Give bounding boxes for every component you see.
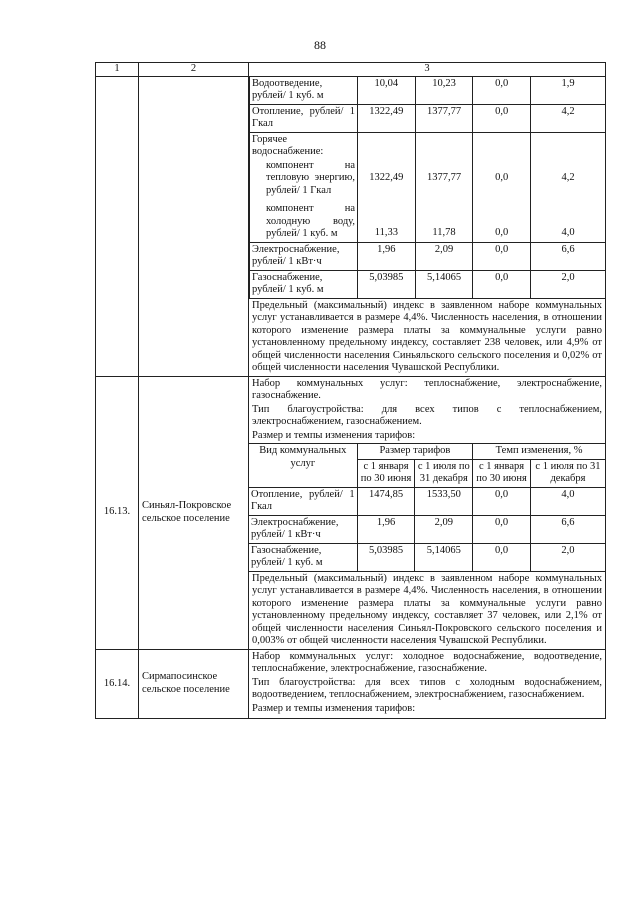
header-period-4: с 1 июля по 31 декабря — [530, 459, 605, 487]
header-period-2: с 1 июля по 31 декабря — [415, 459, 473, 487]
hot-water-cold-label: компонент на холодную воду, рублей/ 1 куб. м — [266, 203, 355, 239]
tariff-table — [249, 443, 605, 572]
tariff-h2: 10,23 — [415, 77, 473, 105]
tariff-row — [250, 270, 606, 298]
tariff-h2: 5,14065 — [415, 543, 473, 571]
tariff-h1: 11,33 — [374, 227, 398, 238]
tariff-h1: 1322,49 — [369, 171, 404, 183]
tariff-h2: 1377,77 — [426, 171, 462, 183]
settlement-name: Сирмапосинское сельское поселение — [139, 649, 249, 719]
header-tariff-size: Размер тарифов — [357, 444, 473, 460]
tariff-header-row — [249, 444, 605, 460]
municipal-tariff-table — [95, 62, 606, 719]
service-label: Отопление, рублей/ 1 Гкал — [250, 104, 358, 132]
rate-h2: 4,0 — [530, 487, 605, 515]
rate-h2: 2,0 — [531, 270, 605, 298]
settlement-row — [96, 376, 606, 649]
rate-h1: 0,0 — [473, 270, 531, 298]
tariff-h1: 5,03985 — [358, 270, 416, 298]
tariff-h1: 1,96 — [357, 515, 415, 543]
row-number: 16.13. — [96, 376, 139, 649]
rate-h1: 0,0 — [473, 104, 531, 132]
tariff-h2: 1377,77 — [415, 104, 473, 132]
continued-tariff-table — [249, 77, 605, 299]
tariff-row — [249, 515, 605, 543]
service-label: Газоснабжение, рублей/ 1 куб. м — [250, 270, 358, 298]
column-number-1: 1 — [96, 63, 139, 77]
limit-index-note: Предельный (максимальный) индекс в заявленном наборе коммунальных услуг устанавливается в размере 4,4%. Численность населения, в отношении которого изменение размера платы за коммунальные услуги равно установленному предельному индексу, составляет 37 человек, или 2,1% от общей численности населения Синьял-Покровского сельского поселения и 0,003% от общей численности населения Чувашской Республики. — [252, 572, 602, 646]
settlement-name: Синьял-Покровское сельское поселение — [139, 376, 249, 649]
rate-h1: 0,0 — [473, 543, 531, 571]
service-label: Электроснабжение, рублей/ 1 кВт·ч — [250, 242, 358, 270]
column-number-3: 3 — [249, 63, 606, 77]
tariff-h1: 1,96 — [358, 242, 416, 270]
rate-h2: 6,6 — [530, 515, 605, 543]
tariff-row — [250, 104, 606, 132]
header-service-kind: Вид коммунальных услуг — [249, 444, 357, 488]
rate-h2: 4,0 — [561, 227, 575, 238]
tariff-h1: 5,03985 — [357, 543, 415, 571]
header-period-1: с 1 января по 30 июня — [357, 459, 415, 487]
service-label: Газоснабжение, рублей/ 1 куб. м — [249, 543, 357, 571]
tariff-h1: 1474,85 — [357, 487, 415, 515]
tariff-h1: 1322,49 — [358, 104, 416, 132]
tariff-h1: 10,04 — [358, 77, 416, 105]
services-set: Набор коммунальных услуг: теплоснабжение, электроснабжение, газоснабжение. — [252, 377, 602, 401]
limit-index-note: Предельный (максимальный) индекс в заявленном наборе коммунальных услуг устанавливается в размере 4,4%. Численность населения, в отношении которого изменение размера платы за коммунальные услуги равно установленному предельному индексу, составляет 238 человек, или 4,9% от общей численности населения Синьяльского сельского поселения и 0,02% от общей численности населения Чувашской Республики. — [252, 299, 602, 373]
tariff-row — [250, 77, 606, 105]
continued-settlement-row — [96, 76, 606, 376]
service-label: Отопление, рублей/ 1 Гкал — [249, 487, 357, 515]
improvement-type: Тип благоустройства: для всех типов с теплоснабжением, электроснабжением, газоснабжением. — [252, 403, 602, 427]
service-label: Водоотведение, рублей/ 1 куб. м — [250, 77, 358, 105]
rate-h1: 0,0 — [495, 227, 509, 238]
header-change-rate: Темп изменения, % — [473, 444, 605, 460]
tariff-h2: 2,09 — [415, 515, 473, 543]
rate-h1: 0,0 — [473, 77, 531, 105]
tariff-h2: 1533,50 — [415, 487, 473, 515]
service-label: Электроснабжение, рублей/ 1 кВт·ч — [249, 515, 357, 543]
tariff-h2: 11,78 — [432, 227, 456, 238]
hot-water-heat-label: компонент на тепловую энергию, рублей/ 1 Гкал — [266, 159, 355, 196]
rate-h1: 0,0 — [495, 171, 509, 183]
rate-h1: 0,0 — [473, 242, 531, 270]
tariff-h2: 2,09 — [415, 242, 473, 270]
rate-h1: 0,0 — [473, 515, 531, 543]
rate-h2: 2,0 — [530, 543, 605, 571]
rate-h2: 4,2 — [561, 171, 575, 183]
tariff-row — [249, 487, 605, 515]
rate-h1: 0,0 — [473, 487, 531, 515]
hot-water-title: Горячее водоснабжение: — [252, 133, 324, 157]
tariff-size-caption: Размер и темпы изменения тарифов: — [252, 702, 416, 714]
tariff-row — [250, 242, 606, 270]
rate-h2: 6,6 — [531, 242, 605, 270]
row-number: 16.14. — [96, 649, 139, 719]
services-set: Набор коммунальных услуг: холодное водоснабжение, водоотведение, теплоснабжение, электроснабжение, газоснабжение. — [252, 650, 602, 674]
improvement-type: Тип благоустройства: для всех типов с холодным водоснабжением, водоотведением, теплоснабжением, электроснабжением, газоснабжением. — [252, 676, 602, 700]
tariff-h2: 5,14065 — [415, 270, 473, 298]
tariff-row — [249, 543, 605, 571]
page-number: 88 — [314, 38, 326, 52]
rate-h2: 4,2 — [531, 104, 605, 132]
rate-h2: 1,9 — [531, 77, 605, 105]
settlement-row — [96, 649, 606, 719]
tariff-row-hot-water — [250, 132, 606, 242]
column-number-row — [96, 63, 606, 77]
tariff-size-caption: Размер и темпы изменения тарифов: — [252, 429, 416, 441]
header-period-3: с 1 января по 30 июня — [473, 459, 531, 487]
column-number-2: 2 — [139, 63, 249, 77]
